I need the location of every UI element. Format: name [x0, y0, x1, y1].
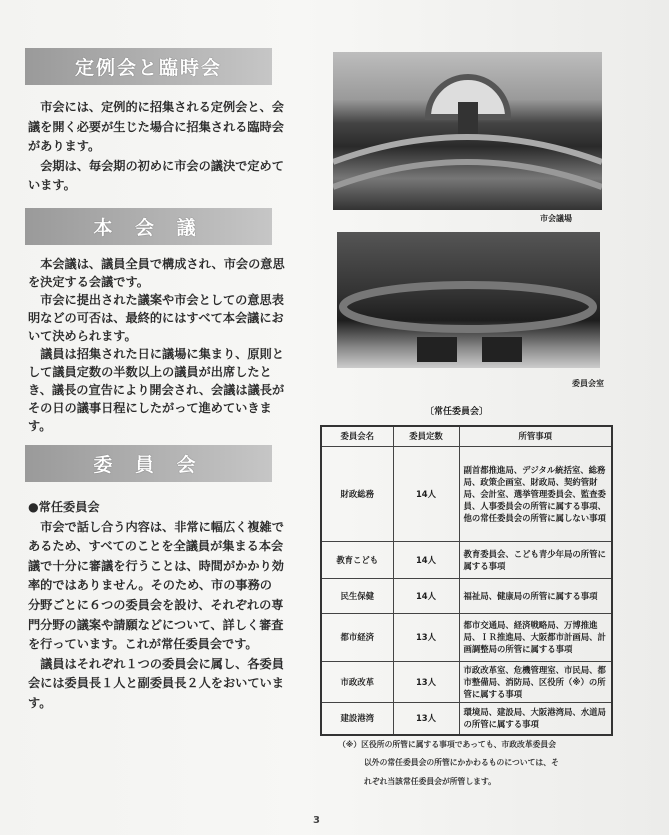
header-cell: 委員定数	[393, 426, 459, 446]
table-note-line: 以外の常任委員会の所管にかかわるものについては、そ	[364, 758, 559, 767]
paragraph: 市会には、定例的に招集される定例会と、会議を開く必要が生じた場合に招集される臨時会があります。	[28, 100, 284, 154]
table-note-line: れぞれ当該常任委員会が所管します。	[364, 777, 496, 786]
section-heading-regular-sessions: 定例会と臨時会	[25, 48, 272, 85]
committee-room-caption: 委員会室	[572, 379, 604, 388]
table-note-line: （※）区役所の所管に属する事項であっても、市政改革委員会	[338, 740, 557, 749]
committee-name: 財政総務	[321, 446, 393, 541]
committee-name: 建設港湾	[321, 702, 393, 735]
committee-seats: 14人	[393, 446, 459, 541]
table-row	[321, 702, 612, 735]
regular-sessions-text	[28, 98, 284, 196]
committee-scope: 副首都推進局、デジタル統括室、総務局、政策企画室、財政局、契約管財局、会計室、選挙管理委員会、監査委員、人事委員会の所管に属する事項、他の常任委員会の所管に属しない事項	[459, 446, 612, 541]
table-row	[321, 541, 612, 578]
paragraph: 議員はそれぞれ１つの委員会に属し、各委員会には委員長１人と副委員長２人をおいています。	[28, 656, 284, 710]
chamber-caption: 市会議場	[540, 214, 572, 223]
standing-committees-table	[320, 425, 613, 736]
page-number: 3	[313, 815, 320, 826]
table-row	[321, 661, 612, 702]
section-heading-plenary: 本 会 議	[25, 208, 272, 245]
committee-scope: 市政改革室、危機管理室、市民局、都市整備局、消防局、区役所（※）の所管に属する事項	[459, 661, 612, 702]
committee-text	[28, 498, 284, 714]
header-cell: 所管事項	[459, 426, 612, 446]
paragraph: 会期は、毎会期の初めに市会の議決で定めています。	[28, 158, 284, 193]
committee-name: 都市経済	[321, 613, 393, 661]
table-row	[321, 446, 612, 541]
committee-name: 市政改革	[321, 661, 393, 702]
committee-seats: 13人	[393, 613, 459, 661]
paragraph: 本会議は、議員全員で構成され、市会の意思を決定する会議です。	[28, 257, 285, 289]
committee-scope: 都市交通局、経済戦略局、万博推進局、ＩＲ推進局、大阪都市計画局、計画調整局の所管に属する事項	[459, 613, 612, 661]
committee-room-photo	[337, 232, 600, 368]
table-title: 〔常任委員会〕	[425, 407, 489, 417]
subheading: ●常任委員会	[28, 500, 100, 514]
committee-seats: 14人	[393, 541, 459, 578]
committee-seats: 13人	[393, 661, 459, 702]
paragraph: 市会で話し合う内容は、非常に幅広く複雑であるため、すべてのことを全議員が集まる本会議で十分に審議を行うことは、時間がかかり効率的ではありません。そのため、市の事務の分野ごとに６つの委員会を設け、それぞれの専門分野の議案や請願などについて、詳しく審査を行っています。これが常任委員会です。	[28, 519, 284, 652]
header-cell: 委員会名	[321, 426, 393, 446]
committee-name: 教育こども	[321, 541, 393, 578]
committee-seats: 13人	[393, 702, 459, 735]
committee-scope: 環境局、建設局、大阪港湾局、水道局の所管に属する事項	[459, 702, 612, 735]
committee-name: 民生保健	[321, 578, 393, 613]
table-header-row	[321, 426, 612, 446]
council-chamber-photo	[333, 52, 602, 210]
committee-scope: 教育委員会、こども青少年局の所管に属する事項	[459, 541, 612, 578]
paragraph: 市会に提出された議案や市会としての意思表明などの可否は、最終的にはすべて本会議において決められます。	[28, 293, 284, 343]
section-heading-committee: 委 員 会	[25, 445, 272, 482]
plenary-text	[28, 255, 292, 435]
committee-scope: 福祉局、健康局の所管に属する事項	[459, 578, 612, 613]
committee-seats: 14人	[393, 578, 459, 613]
table-row	[321, 613, 612, 661]
paragraph: 議員は招集された日に議場に集まり、原則として議員定数の半数以上の議員が出席したとき、議長の宣告により開会され、会議は議長がその日の議事日程にしたがって進めていきます。	[28, 347, 285, 433]
table-row	[321, 578, 612, 613]
